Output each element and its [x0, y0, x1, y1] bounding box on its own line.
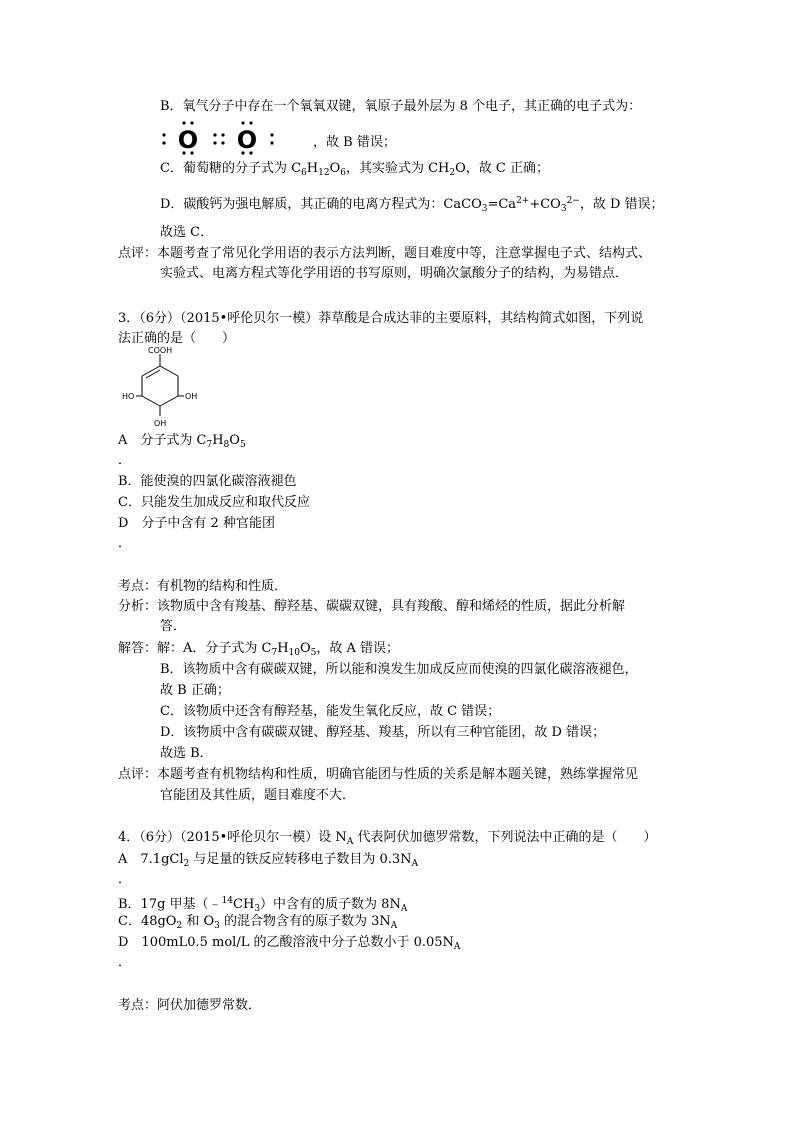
- q3-option-d-dot: ．: [118, 536, 132, 551]
- q4-option-a-dot: ．: [118, 872, 132, 887]
- q4-option-b: B．17g 甲基$(﹣^{14}CH_3)$中含有的质子数为 $8N_A$: [118, 896, 408, 914]
- q3-solution-c: C．该物质中还含有醇羟基，能发生氧化反应，故 C 错误；: [160, 704, 501, 719]
- q4-option-c: C．$48gO_2$ 和 $O_3$ 的混合物含有的原子数为 $3N_A$: [118, 914, 398, 931]
- q3-analysis-line-2: 答．: [160, 619, 187, 634]
- q3-comment-line-2: 官能团及其性质，题目难度不大．: [160, 788, 356, 803]
- q2-selection: 故选 C．: [160, 225, 214, 240]
- q2-comment-line-1: 点评：本题考查了常见化学用语的表示方法判断，题目难度中等，注意掌握电子式、结构式、: [118, 246, 652, 261]
- q4-stem: 4．（6分）（2015•呼伦贝尔一模）设 $N_A$ 代表阿伏加德罗常数，下列说法中正确的是（ ）: [118, 830, 657, 847]
- q3-option-d: D 分子中含有 2 种官能团: [118, 516, 275, 531]
- q3-analysis-line-1: 分析：该物质中含有羧基、醇羟基、碳碳双键，具有羧酸、醇和烯烃的性质，据此分析解: [118, 599, 626, 614]
- q4-option-a: A 7.1gCl$_2$ 与足量的铁反应转移电子数目为 $0.3N_A$: [118, 852, 419, 869]
- oxygen-atom-1: O: [177, 126, 199, 154]
- q4-option-d: D 100mL0.5 mol/L 的乙酸溶液中分子总数小于 $0.05N_A$: [118, 935, 461, 952]
- q3-option-c: C．只能发生加成反应和取代反应: [118, 495, 310, 510]
- shikimic-acid-structure: [118, 344, 218, 434]
- q3-kaodian: 考点：有机物的结构和性质．: [118, 579, 288, 594]
- q3-selection: 故选 B．: [160, 746, 213, 761]
- q4-option-d-dot: ．: [118, 955, 132, 970]
- structure-oh-right-label: OH: [185, 392, 198, 401]
- q2-option-c-text: C．葡萄糖的分子式为 $C_6H_{12}O_6$，其实验式为 $CH_2O$，故 C 正确；: [160, 161, 549, 178]
- q2-comment-line-2: 实验式、电离方程式等化学用语的书写原则，明确次氯酸分子的结构，为易错点．: [160, 266, 629, 281]
- structure-cooh-label: COOH: [148, 346, 173, 355]
- q2-option-d-text: D．碳酸钙为强电解质，其正确的电离方程式为：$CaCO_3=Ca^{2+}+CO_3^{2-}$，故 D 错误；: [160, 196, 664, 214]
- q3-solution-b-line-2: 故 B 正确；: [160, 683, 230, 698]
- q3-solution-a: 解答：解：A．分子式为 $C_7H_{10}O_5$，故 A 错误；: [118, 641, 400, 658]
- q4-kaodian: 考点：阿伏加德罗常数．: [118, 998, 262, 1013]
- q3-option-a: A 分子式为 $C_7H_8O_5$: [118, 433, 246, 450]
- oxygen-atom-2: O: [236, 126, 258, 154]
- q3-solution-b-line-1: B．该物质中含有碳碳双键，所以能和溴发生加成反应而使溴的四氯化碳溶液褪色，: [160, 662, 638, 677]
- q3-stem-line-1: 3．（6分）（2015•呼伦贝尔一模）莽草酸是合成达菲的主要原料，其结构简式如图，下列说: [118, 311, 644, 326]
- q3-option-a-dot: ．: [118, 453, 132, 468]
- oxygen-electron-formula: [156, 120, 316, 156]
- q3-comment-line-1: 点评：本题考查有机物结构和性质，明确官能团与性质的关系是解本题关键，熟练掌握常见: [118, 767, 639, 782]
- q3-solution-d: D．该物质中含有碳碳双键、醇羟基、羧基，所以有三种官能团，故 D 错误；: [160, 725, 606, 740]
- q2-option-b-conclusion: ，故 B 错误；: [313, 135, 396, 150]
- q3-stem-line-2: 法正确的是（ ）: [118, 331, 236, 346]
- structure-oh-bottom-label: OH: [154, 419, 167, 428]
- structure-ho-left-label: HO: [122, 392, 135, 401]
- q3-option-b: B．能使溴的四氯化碳溶液褪色: [118, 474, 297, 489]
- q2-option-b-text: B．氧气分子中存在一个氧氧双键，氧原子最外层为 8 个电子，其正确的电子式为：: [160, 99, 642, 114]
